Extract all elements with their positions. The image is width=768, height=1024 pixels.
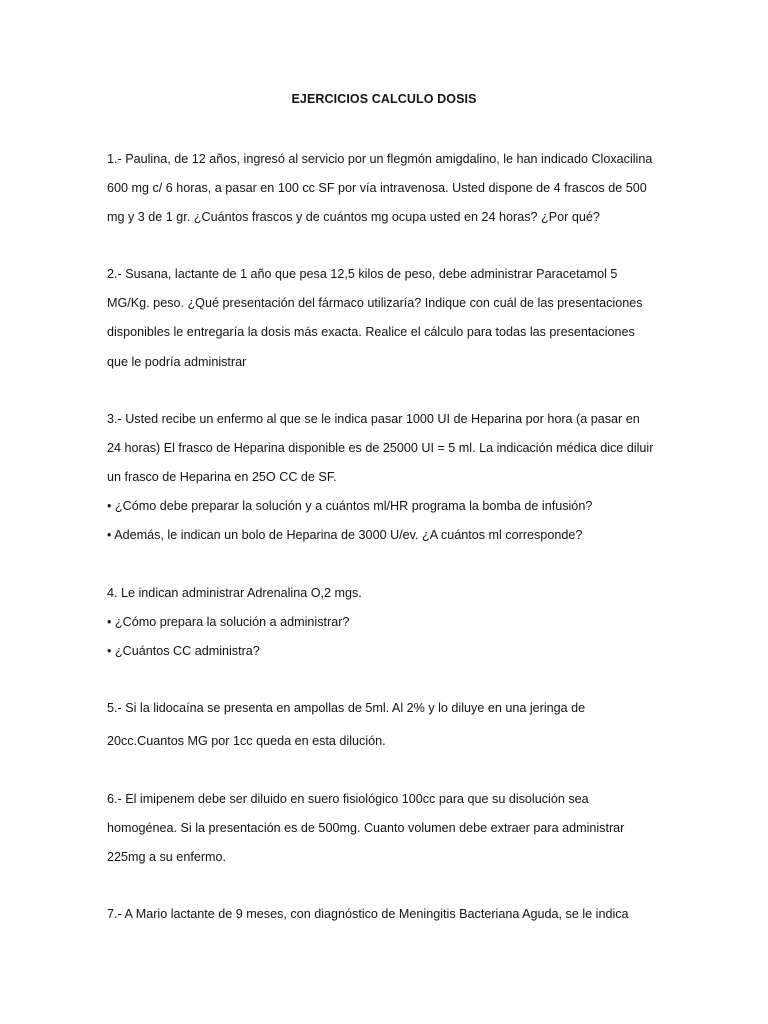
exercise-4-bullet-1: • ¿Cómo prepara la solución a administrar?	[107, 615, 350, 629]
exercise-3-line-2: 24 horas) El frasco de Heparina disponible es de 25000 UI = 5 ml. La indicación médica dice diluir	[107, 441, 654, 455]
exercise-5-line-2: 20cc.Cuantos MG por 1cc queda en esta dilución.	[107, 734, 386, 748]
exercise-2-line-2: MG/Kg. peso. ¿Qué presentación del fármaco utilizaría? Indique con cuál de las presentaciones	[107, 296, 643, 310]
exercise-3-bullet-1: • ¿Cómo debe preparar la solución y a cuántos ml/HR programa la bomba de infusión?	[107, 499, 593, 513]
exercise-2-line-1: 2.- Susana, lactante de 1 año que pesa 12,5 kilos de peso, debe administrar Paracetamol 5	[107, 267, 618, 281]
exercise-3-line-1: 3.- Usted recibe un enfermo al que se le indica pasar 1000 UI de Heparina por hora (a pasar en	[107, 412, 640, 426]
exercise-1-line-3: mg y 3 de 1 gr. ¿Cuántos frascos y de cuántos mg ocupa usted en 24 horas? ¿Por qué?	[107, 210, 600, 224]
document-title: EJERCICIOS CALCULO DOSIS	[291, 92, 477, 106]
exercise-7-line-1: 7.- A Mario lactante de 9 meses, con diagnóstico de Meningitis Bacteriana Aguda, se le indica	[107, 907, 629, 921]
exercise-2-line-3: disponibles le entregaría la dosis más exacta. Realice el cálculo para todas las presentaciones	[107, 325, 635, 339]
exercise-6-line-3: 225mg a su enfermo.	[107, 850, 227, 864]
exercise-1-line-1: 1.- Paulina, de 12 años, ingresó al servicio por un flegmón amigdalino, le han indicado Cloxacilina	[107, 152, 653, 166]
exercise-6-line-2: homogénea. Si la presentación es de 500mg. Cuanto volumen debe extraer para administrar	[107, 821, 625, 835]
exercise-1-line-2: 600 mg c/ 6 horas, a pasar en 100 cc SF por vía intravenosa. Usted dispone de 4 frascos de 500	[107, 181, 647, 195]
exercise-5-line-1: 5.- Si la lidocaína se presenta en ampollas de 5ml. Al 2% y lo diluye en una jeringa de	[107, 701, 586, 715]
exercise-6-line-1: 6.- El imipenem debe ser diluido en suero fisiológico 100cc para que su disolución sea	[107, 792, 589, 806]
exercise-4-line-1: 4. Le indican administrar Adrenalina O,2 mgs.	[107, 586, 362, 600]
exercise-3-bullet-2: • Además, le indican un bolo de Heparina de 3000 U/ev. ¿A cuántos ml corresponde?	[107, 528, 583, 542]
exercise-2-line-4: que le podría administrar	[107, 355, 247, 369]
exercise-4-bullet-2: • ¿Cuántos CC administra?	[107, 644, 260, 658]
exercise-3-line-3: un frasco de Heparina en 25O CC de SF.	[107, 470, 337, 484]
